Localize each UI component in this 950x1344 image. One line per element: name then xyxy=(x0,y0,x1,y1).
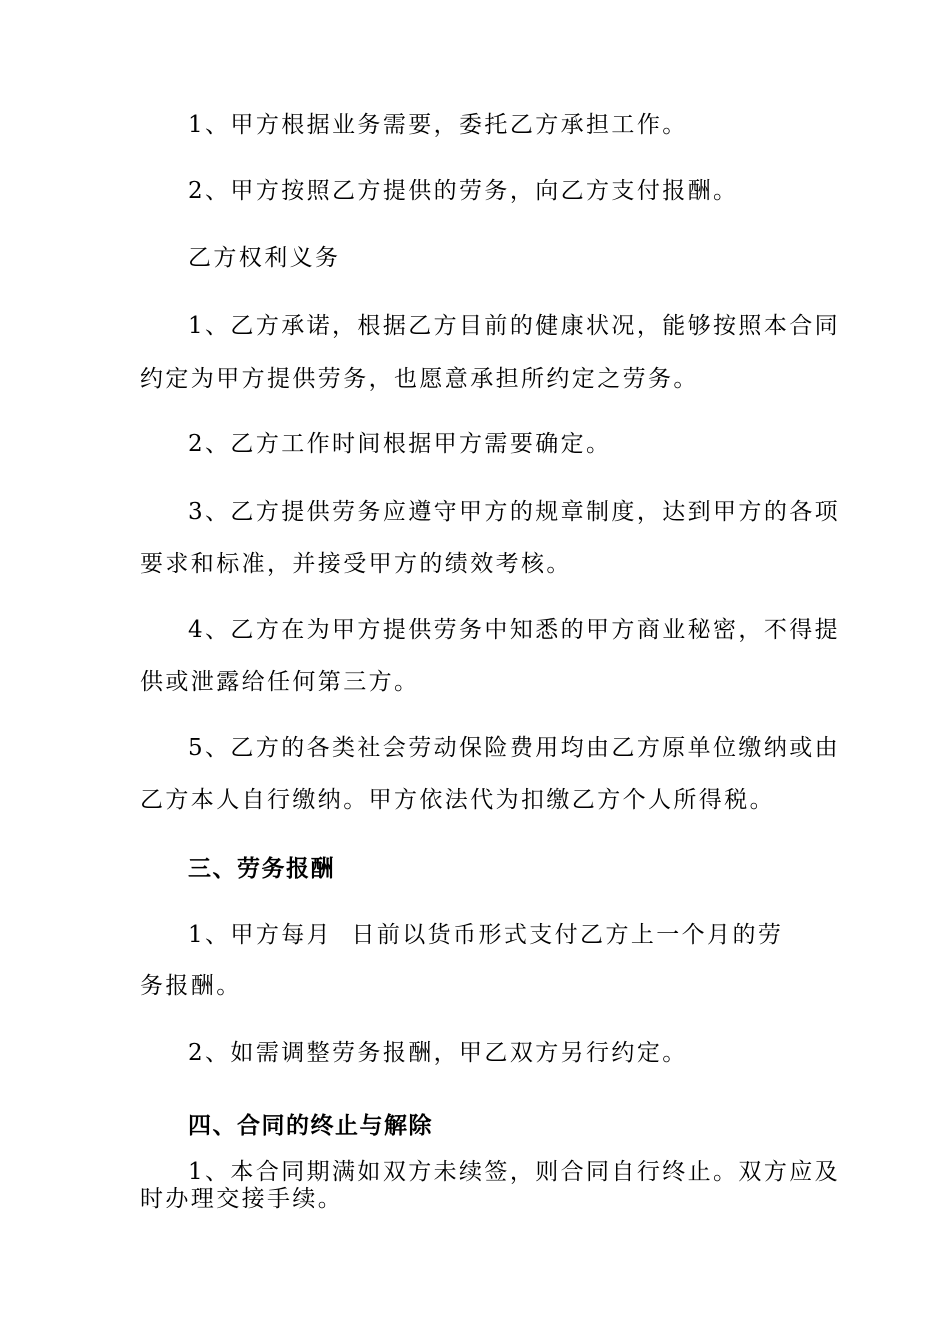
party-b-item-1-line-2: 约定为甲方提供劳务，也愿意承担所约定之劳务。 xyxy=(140,366,699,392)
section-3-item-2: 2、如需调整劳务报酬，甲乙双方另行约定。 xyxy=(188,1040,688,1066)
section-4-heading: 四、合同的终止与解除 xyxy=(188,1113,433,1139)
party-a-item-1: 1、甲方根据业务需要，委托乙方承担工作。 xyxy=(188,112,688,138)
section-3-heading: 三、劳务报酬 xyxy=(188,856,335,882)
party-b-item-2: 2、乙方工作时间根据甲方需要确定。 xyxy=(188,431,612,457)
party-b-item-4-line-1: 4、乙方在为甲方提供劳务中知悉的甲方商业秘密，不得提 xyxy=(188,617,841,643)
party-b-item-3-line-1: 3、乙方提供劳务应遵守甲方的规章制度，达到甲方的各项 xyxy=(188,499,841,525)
party-b-item-5-line-2: 乙方本人自行缴纳。甲方依法代为扣缴乙方个人所得税。 xyxy=(140,787,775,813)
section-4-item-1-line-2: 时办理交接手续。 xyxy=(140,1186,344,1212)
section-3-item-1-line-1: 1、甲方每月 日前以货币形式支付乙方上一个月的劳 xyxy=(188,922,784,948)
party-b-item-1-line-1: 1、乙方承诺，根据乙方目前的健康状况，能够按照本合同 xyxy=(188,313,841,339)
section-4-item-1-line-1: 1、本合同期满如双方未续签，则合同自行终止。双方应及 xyxy=(188,1159,841,1185)
party-b-item-5-line-1: 5、乙方的各类社会劳动保险费用均由乙方原单位缴纳或由 xyxy=(188,735,841,761)
section-3-item-1-line-2: 务报酬。 xyxy=(140,973,242,999)
party-b-item-4-line-2: 供或泄露给任何第三方。 xyxy=(140,669,420,695)
party-b-item-3-line-2: 要求和标准，并接受甲方的绩效考核。 xyxy=(140,551,572,577)
party-a-item-2: 2、甲方按照乙方提供的劳务，向乙方支付报酬。 xyxy=(188,178,739,204)
party-b-heading: 乙方权利义务 xyxy=(188,245,341,271)
